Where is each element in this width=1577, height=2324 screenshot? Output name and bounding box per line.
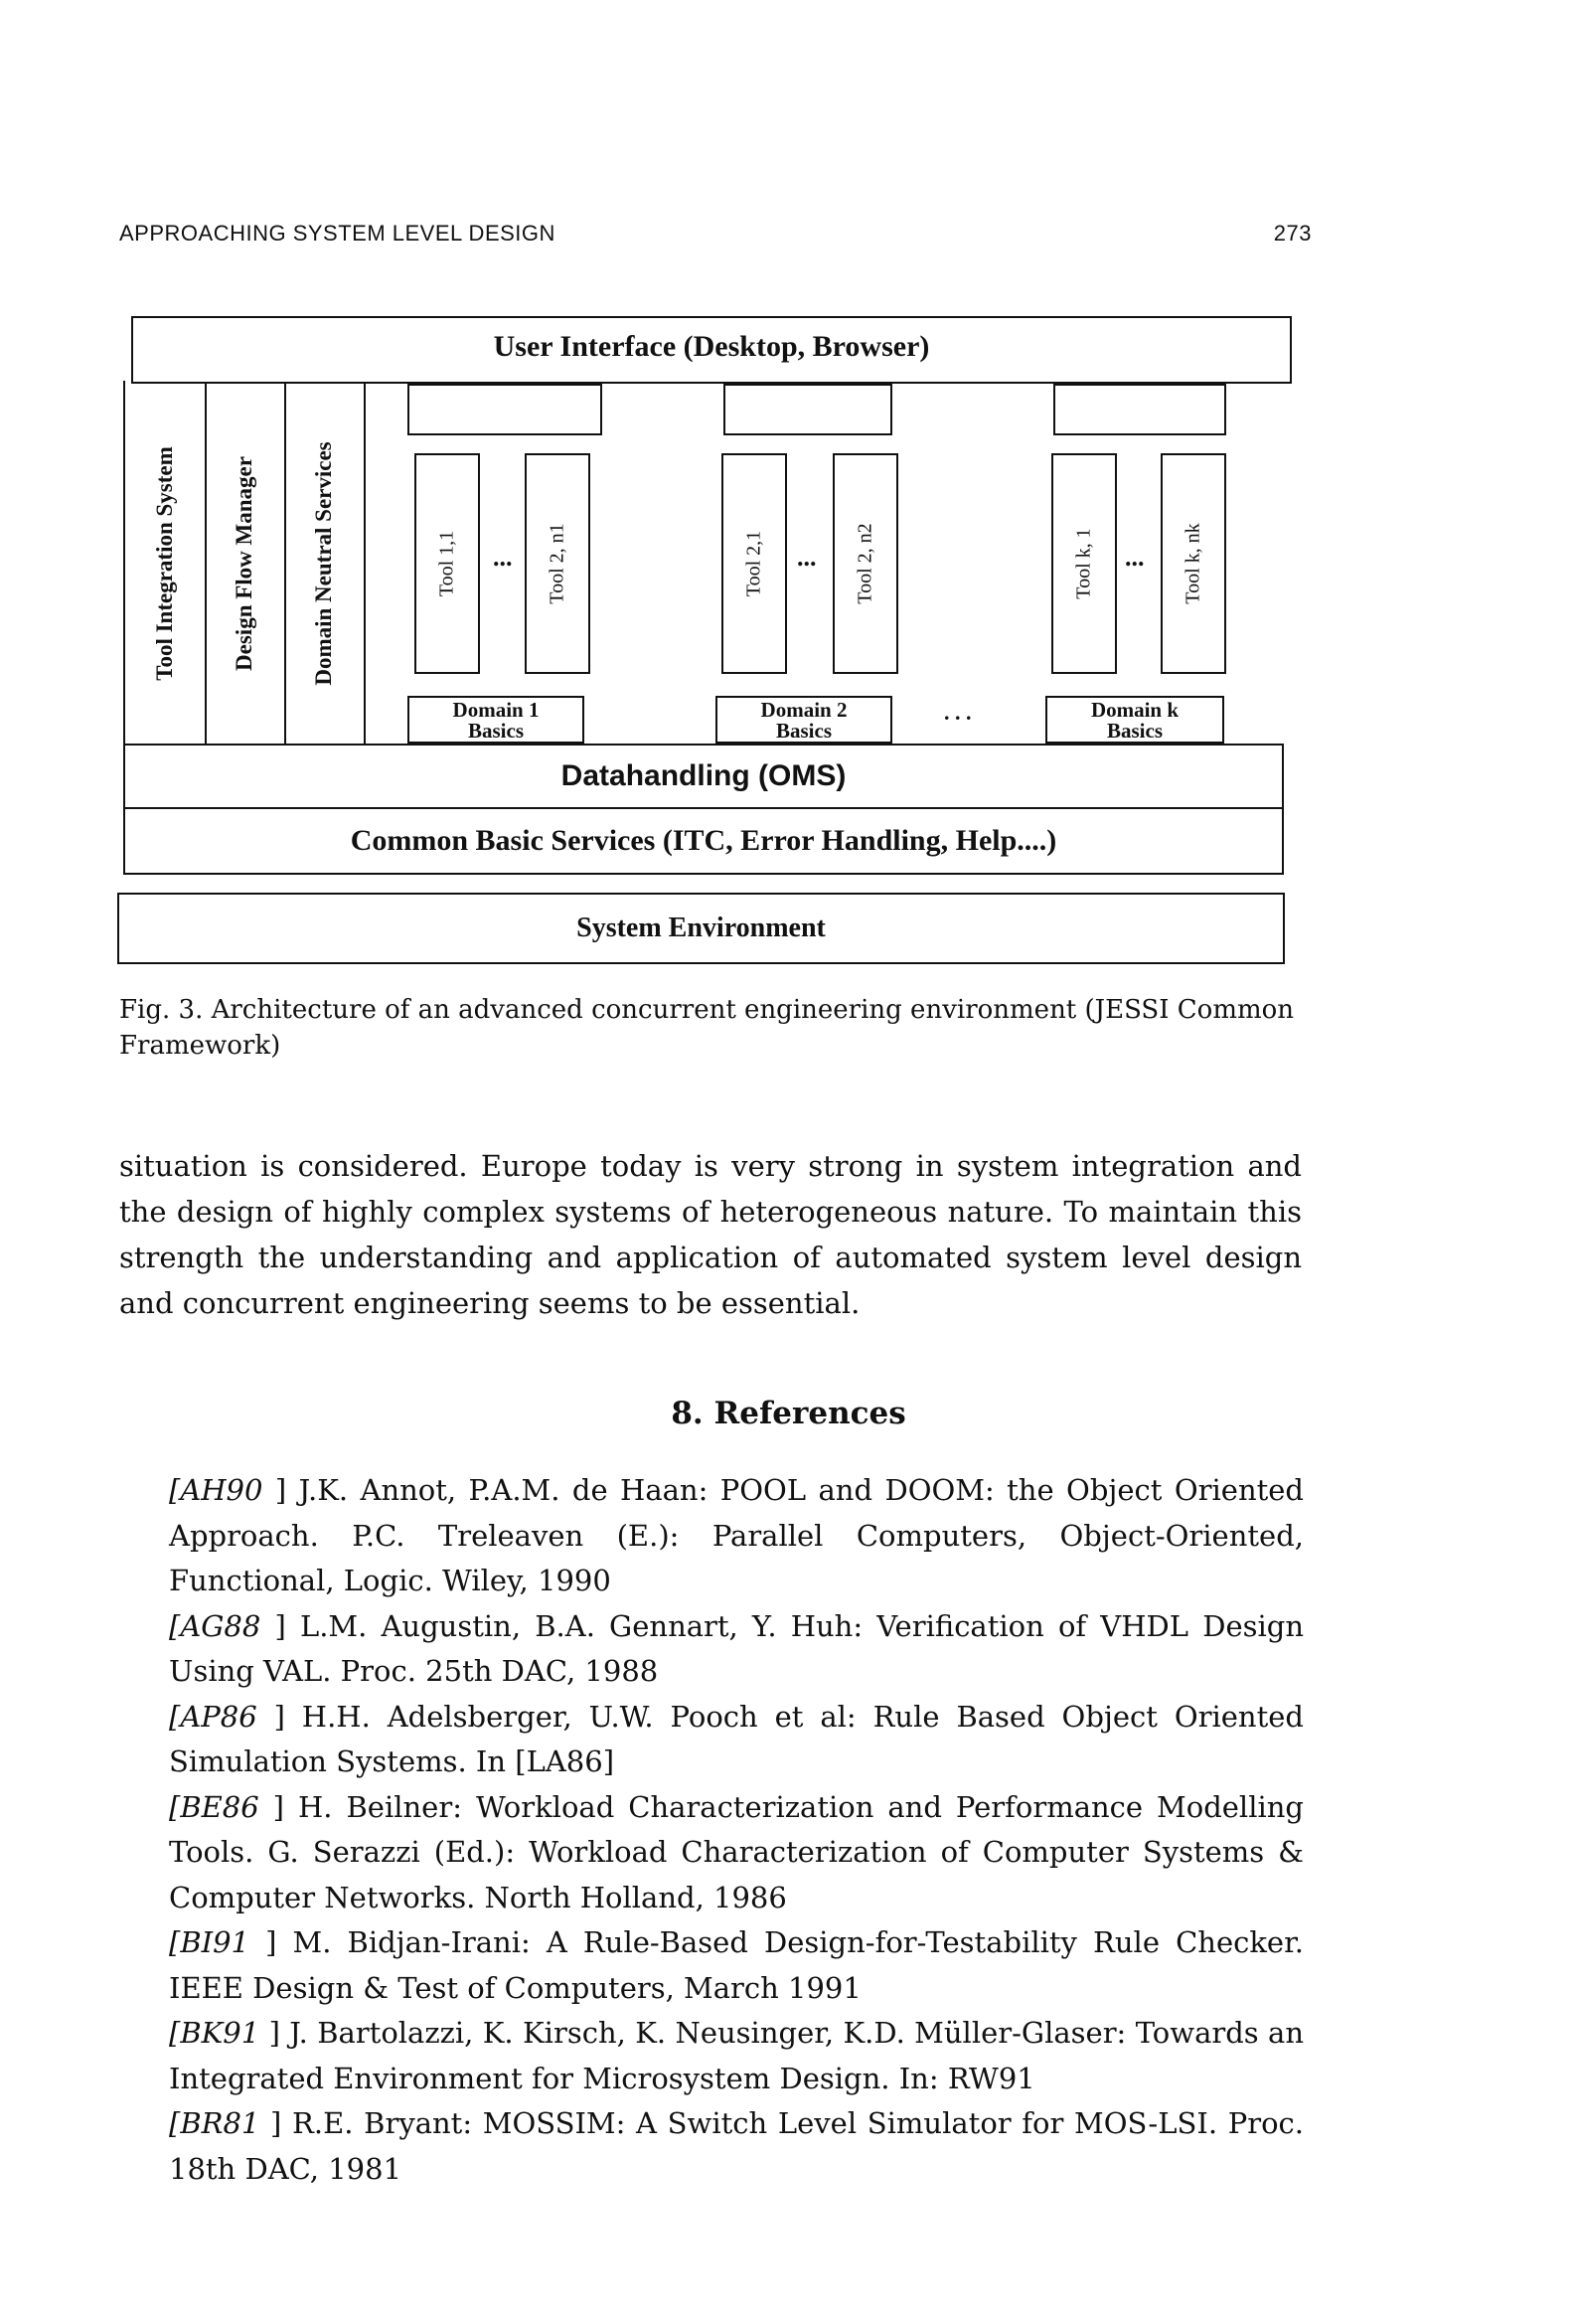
system-environment-label: System Environment <box>576 913 826 943</box>
tool-box <box>1161 453 1226 674</box>
reference-text: ] H. Beilner: Workload Characterization and Performance Modelling Tools. G. Serazzi (Ed.): Workload Characterization of Computer Systems & Computer Networks. North Holland, 1986 <box>169 1789 1304 1914</box>
reference-text: ] H.H. Adelsberger, U.W. Pooch et al: Rule Based Object Oriented Simulation Systems. In [LA86] <box>169 1699 1304 1778</box>
domain-basics-title: Domain 1 <box>452 698 540 722</box>
domain-basics-subtitle: Basics <box>467 719 524 743</box>
tool-label: Tool k, nk <box>1182 523 1204 604</box>
reference-entry <box>169 2101 1304 2192</box>
system-environment-band <box>117 893 1285 964</box>
tool-box <box>414 453 480 674</box>
user-interface-label: User Interface (Desktop, Browser) <box>493 330 930 363</box>
datahandling-label: Datahandling (OMS) <box>560 759 847 792</box>
reference-entry <box>169 1920 1304 2011</box>
running-head-title: APPROACHING SYSTEM LEVEL DESIGN <box>119 221 555 246</box>
tool-box <box>721 453 787 674</box>
reference-text: ] R.E. Bryant: MOSSIM: A Switch Level Simulator for MOS-LSI. Proc. 18th DAC, 1981 <box>169 2106 1304 2186</box>
reference-entry <box>169 1695 1304 1785</box>
domain-basics-subtitle: Basics <box>1106 719 1163 743</box>
reference-text: ] M. Bidjan-Irani: A Rule-Based Design-for-Testability Rule Checker. IEEE Design & Test of Computers, March 1991 <box>169 1925 1304 2005</box>
reference-key: [BI91 <box>169 1925 249 1959</box>
domain2-basics-box <box>715 696 892 744</box>
tool-label: Tool 2, n1 <box>546 523 568 604</box>
page-number: 273 <box>1273 221 1312 246</box>
datahandling-band <box>123 744 1284 809</box>
reference-key: [AH90 <box>169 1473 263 1507</box>
domain-neutral-label: Domain Neutral Services <box>311 441 336 686</box>
common-basic-services-band <box>123 807 1284 875</box>
reference-key: [BK91 <box>169 2016 260 2050</box>
reference-key: [BR81 <box>169 2106 260 2140</box>
reference-text: ] J. Bartolazzi, K. Kirsch, K. Neusinger, K.D. Müller-Glaser: Towards an Integrated Environment for Microsystem Design. In: RW91 <box>169 2016 1304 2095</box>
tool-label: Tool k, 1 <box>1072 528 1095 599</box>
domain1-top-slot <box>407 384 602 435</box>
tool-label: Tool 2, n2 <box>854 523 876 604</box>
reference-entry <box>169 1785 1304 1921</box>
common-basic-services-label: Common Basic Services (ITC, Error Handling, Help....) <box>350 824 1057 857</box>
reference-text: ] L.M. Augustin, B.A. Gennart, Y. Huh: Verification of VHDL Design Using VAL. Proc. 25th DAC, 1988 <box>169 1608 1304 1688</box>
tool-box <box>833 453 898 674</box>
architecture-figure <box>0 0 1577 994</box>
domain-basics-title: Domain k <box>1090 698 1180 722</box>
domain2-top-slot <box>723 384 892 435</box>
tool-box <box>1051 453 1117 674</box>
design-flow-column <box>205 384 286 744</box>
tool-integration-label: Tool Integration System <box>152 446 177 681</box>
tool-integration-column <box>125 384 207 744</box>
reference-key: [BE86 <box>169 1789 259 1824</box>
reference-key: [AG88 <box>169 1608 261 1643</box>
domaink-basics-box <box>1045 696 1224 744</box>
user-interface-box <box>131 316 1292 384</box>
references-list <box>169 1468 1304 2192</box>
domain-basics-subtitle: Basics <box>775 719 832 743</box>
reference-text: ] J.K. Annot, P.A.M. de Haan: POOL and DOOM: the Object Oriented Approach. P.C. Treleaven (E.): Parallel Computers, Object-Oriented, Functional, Logic. Wiley, 1990 <box>169 1473 1304 1597</box>
domain-neutral-column <box>284 384 366 744</box>
tool-label: Tool 2,1 <box>742 530 765 597</box>
domaink-top-slot <box>1053 384 1226 435</box>
domain-basics-title: Domain 2 <box>760 698 848 722</box>
tools-ellipsis: ... <box>493 543 513 572</box>
reference-entry <box>169 2011 1304 2101</box>
domains-ellipsis: . . . <box>944 700 972 725</box>
tools-ellipsis: ... <box>1125 543 1145 572</box>
tool-label: Tool 1,1 <box>435 530 458 597</box>
design-flow-label: Design Flow Manager <box>232 456 256 671</box>
figure-caption: Fig. 3. Architecture of an advanced concurrent engineering environment (JESSI Common Framework) <box>119 995 1295 1061</box>
references-heading: 8. References <box>671 1396 906 1431</box>
tools-ellipsis: ... <box>797 543 817 572</box>
reference-key: [AP86 <box>169 1699 257 1734</box>
reference-entry <box>169 1468 1304 1604</box>
body-paragraph: situation is considered. Europe today is very strong in system integration and the design of highly complex systems of heterogeneous nature. To maintain this strength the understanding and application of automated system level design and concurrent engineering seems to be essential. <box>119 1149 1302 1320</box>
reference-entry <box>169 1604 1304 1695</box>
tool-box <box>525 453 590 674</box>
domain1-basics-box <box>407 696 584 744</box>
